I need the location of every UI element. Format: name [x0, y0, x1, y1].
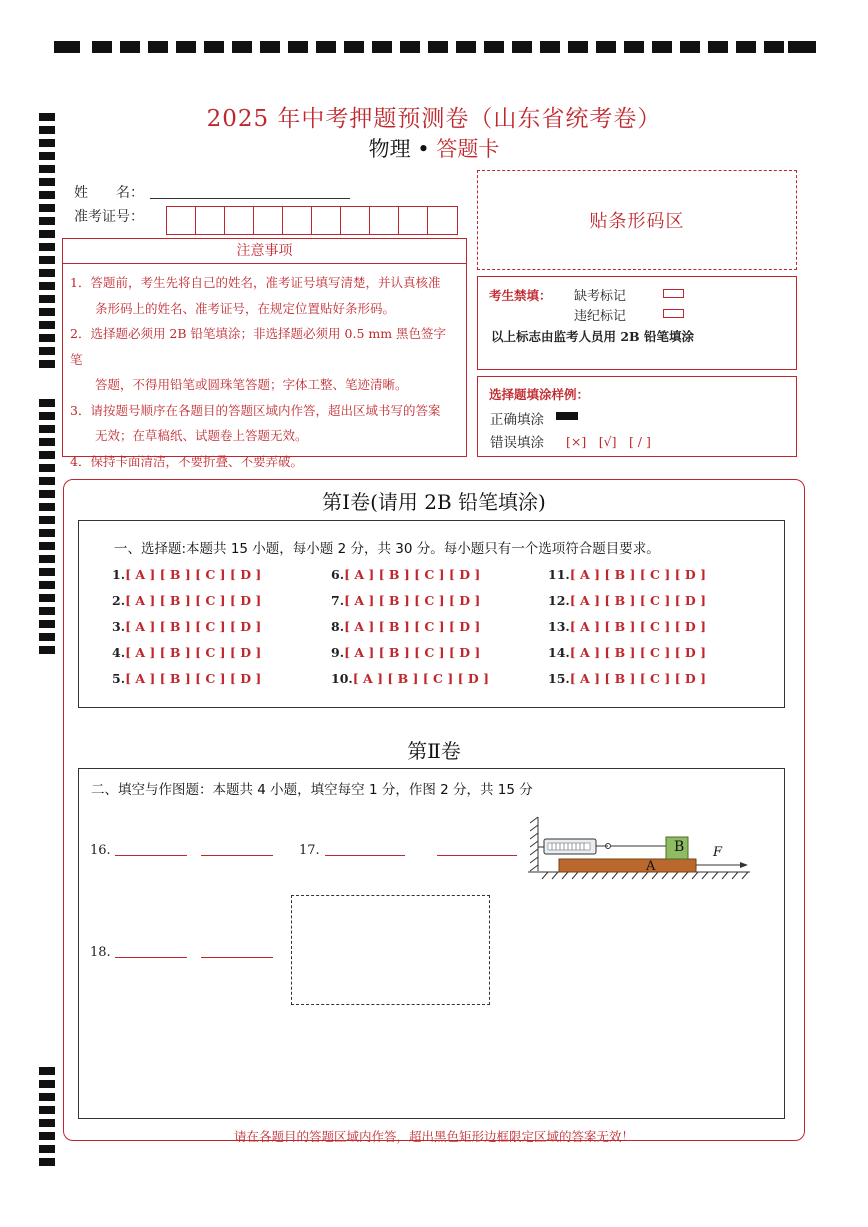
- id-digit-box[interactable]: [312, 207, 341, 234]
- exam-subtitle: [0, 133, 868, 163]
- question-row[interactable]: 4.[ A ] [ B ] [ C ] [ D ]: [112, 645, 262, 660]
- notice-line: 答题，不得用铅笔或圆珠笔答题；字体工整、笔迹清晰。: [70, 377, 408, 392]
- id-label: 准考证号：: [74, 209, 144, 225]
- notice-line: 条形码上的姓名、准考证号，在规定位置贴好条形码。: [70, 300, 396, 316]
- exam-id-boxes[interactable]: [166, 206, 458, 235]
- timing-marks-top: [54, 41, 816, 55]
- wrong-label: 错误填涂: [490, 435, 544, 451]
- answer-options[interactable]: [ A ] [ B ] [ C ] [ D ]: [352, 671, 489, 686]
- name-label: 姓 名：: [74, 185, 144, 201]
- wrong-marks: [×] [√] [ / ]: [566, 434, 651, 449]
- q17-blank-2[interactable]: [437, 855, 517, 856]
- question-row[interactable]: 5.[ A ] [ B ] [ C ] [ D ]: [112, 671, 262, 686]
- exam-title: 2025 年中考押题预测卷（山东省统考卷）: [206, 106, 662, 132]
- answer-options[interactable]: [ A ] [ B ] [ C ] [ D ]: [569, 619, 706, 634]
- filled-mark-example: [556, 412, 578, 420]
- answer-options[interactable]: [ A ] [ B ] [ C ] [ D ]: [125, 645, 262, 660]
- notice-body: [62, 264, 467, 469]
- q17-number: 17.: [299, 843, 320, 858]
- answer-options[interactable]: [ A ] [ B ] [ C ] [ D ]: [125, 671, 262, 686]
- q18-blank-2[interactable]: [201, 957, 273, 958]
- part2-title: 第Ⅱ卷: [407, 739, 461, 763]
- sample-panel: [477, 376, 797, 457]
- notice-line: 4．保持卡面清洁，不要折叠、不要弄破。: [70, 453, 303, 469]
- dot-separator: •: [417, 137, 430, 161]
- answer-options[interactable]: [ A ] [ B ] [ C ] [ D ]: [569, 593, 706, 608]
- id-digit-box[interactable]: [254, 207, 283, 234]
- answer-options[interactable]: [ A ] [ B ] [ C ] [ D ]: [569, 645, 706, 660]
- answer-options[interactable]: [ A ] [ B ] [ C ] [ D ]: [125, 619, 262, 634]
- footer-warning: 请在各题目的答题区域内作答，超出黑色矩形边框限定区域的答案无效！: [233, 1129, 634, 1144]
- q16-number: 16.: [90, 843, 111, 858]
- question-row[interactable]: 8.[ A ] [ B ] [ C ] [ D ]: [331, 619, 481, 634]
- question-row[interactable]: 2.[ A ] [ B ] [ C ] [ D ]: [112, 593, 262, 608]
- forbid-note: 以上标志由监考人员用 2B 铅笔填涂: [491, 329, 694, 344]
- question-row[interactable]: 7.[ A ] [ B ] [ C ] [ D ]: [331, 593, 481, 608]
- question-row[interactable]: 11.[ A ] [ B ] [ C ] [ D ]: [548, 567, 706, 582]
- id-digit-box[interactable]: [225, 207, 254, 234]
- violation-label: 违纪标记: [574, 309, 627, 324]
- answer-options[interactable]: [ A ] [ B ] [ C ] [ D ]: [344, 567, 481, 582]
- id-digit-box[interactable]: [428, 207, 457, 234]
- id-digit-box[interactable]: [370, 207, 399, 234]
- question-row[interactable]: 6.[ A ] [ B ] [ C ] [ D ]: [331, 567, 481, 582]
- id-digit-box[interactable]: [167, 207, 196, 234]
- part1-title: 第Ⅰ卷(请用 2B 铅笔填涂): [322, 490, 546, 514]
- question-row[interactable]: 13.[ A ] [ B ] [ C ] [ D ]: [548, 619, 706, 634]
- question-row[interactable]: 15.[ A ] [ B ] [ C ] [ D ]: [548, 671, 706, 686]
- question-row[interactable]: 10.[ A ] [ B ] [ C ] [ D ]: [331, 671, 489, 686]
- answer-options[interactable]: [ A ] [ B ] [ C ] [ D ]: [125, 593, 262, 608]
- part1-box: [78, 520, 785, 708]
- barcode-area: 贴条形码区: [477, 170, 797, 270]
- q17-blank-1[interactable]: [325, 855, 405, 856]
- forbid-label: 考生禁填：: [489, 288, 552, 303]
- violation-checkbox[interactable]: [663, 309, 684, 318]
- correct-label: 正确填涂: [490, 412, 544, 428]
- notice-line: 无效；在草稿纸、试题卷上答题无效。: [70, 428, 308, 443]
- id-digit-box[interactable]: [341, 207, 370, 234]
- block-a-label: A: [646, 859, 656, 874]
- notice-line: 1．答题前，考生先将自己的姓名，准考证号填写清楚，并认真核准: [70, 275, 441, 290]
- answer-options[interactable]: [ A ] [ B ] [ C ] [ D ]: [344, 619, 481, 634]
- answer-options[interactable]: [ A ] [ B ] [ C ] [ D ]: [125, 567, 262, 582]
- answer-options[interactable]: [ A ] [ B ] [ C ] [ D ]: [344, 645, 481, 660]
- subject-label: 物理: [368, 137, 411, 161]
- question-row[interactable]: 1.[ A ] [ B ] [ C ] [ D ]: [112, 567, 262, 582]
- absent-checkbox[interactable]: [663, 289, 684, 298]
- part1-heading: 一、选择题:本题共 15 小题，每小题 2 分，共 30 分。每小题只有一个选项符合题目要求。: [114, 541, 660, 557]
- notice-line: 3．请按题号顺序在各题目的答题区域内作答，超出区域书写的答案: [70, 402, 441, 418]
- forbid-panel: [477, 276, 797, 370]
- question-row[interactable]: 9.[ A ] [ B ] [ C ] [ D ]: [331, 645, 481, 660]
- question-row[interactable]: 12.[ A ] [ B ] [ C ] [ D ]: [548, 593, 706, 608]
- part2-heading: 二、填空与作图题：本题共 4 小题，填空每空 1 分，作图 2 分，共 15 分: [91, 782, 533, 798]
- absent-label: 缺考标记: [574, 289, 627, 304]
- force-label: F: [713, 845, 723, 860]
- notice-heading: 注意事项: [62, 238, 467, 264]
- question-row[interactable]: 3.[ A ] [ B ] [ C ] [ D ]: [112, 619, 262, 634]
- q18-number: 18.: [90, 945, 111, 960]
- question-row[interactable]: 14.[ A ] [ B ] [ C ] [ D ]: [548, 645, 706, 660]
- id-digit-box[interactable]: [399, 207, 428, 234]
- name-field[interactable]: [150, 198, 350, 199]
- q16-blank-1[interactable]: [115, 855, 187, 856]
- drawing-area[interactable]: [291, 895, 490, 1005]
- answer-options[interactable]: [ A ] [ B ] [ C ] [ D ]: [344, 593, 481, 608]
- answer-options[interactable]: [ A ] [ B ] [ C ] [ D ]: [569, 671, 706, 686]
- sample-heading: 选择题填涂样例：: [489, 387, 590, 402]
- id-digit-box[interactable]: [283, 207, 312, 234]
- block-b-label: B: [674, 839, 685, 855]
- answer-options[interactable]: [ A ] [ B ] [ C ] [ D ]: [569, 567, 706, 582]
- answer-card-label: 答题卡: [436, 137, 500, 161]
- notice-line: 2．选择题必须用 2B 铅笔填涂；非选择题必须用 0.5 mm 黑色签字笔: [70, 326, 447, 367]
- q16-blank-2[interactable]: [201, 855, 273, 856]
- id-digit-box[interactable]: [196, 207, 225, 234]
- q18-blank-1[interactable]: [115, 957, 187, 958]
